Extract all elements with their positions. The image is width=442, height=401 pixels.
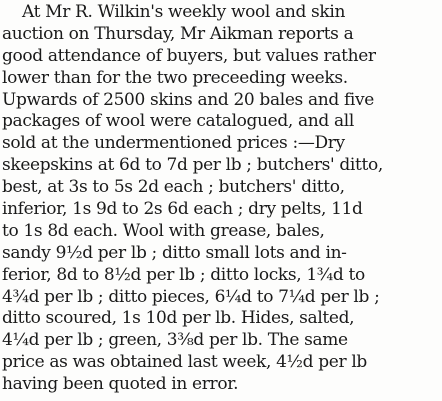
article-line: having been quoted in error.	[2, 374, 239, 395]
article-line: good attendance of buyers, but values rather	[2, 45, 376, 66]
article-line: ditto scoured, 1s 10d per lb. Hides, salted,	[2, 308, 355, 329]
article-line: Upwards of 2500 skins and 20 bales and five	[2, 89, 374, 110]
article-line: to 1s 8d each. Wool with grease, bales,	[2, 220, 325, 241]
article-line: lower than for the two preceeding weeks.	[2, 67, 348, 88]
article-line: At Mr R. Wilkin's weekly wool and skin	[22, 2, 346, 22]
article-line: ferior, 8d to 8½d per lb ; ditto locks, 1¾d to	[2, 264, 365, 285]
article-line: auction on Thursday, Mr Aikman reports a	[2, 23, 354, 44]
article-text	[2, 2, 442, 396]
article-line: packages of wool were catalogued, and all	[2, 111, 354, 132]
article-line: price as was obtained last week, 4½d per lb	[2, 352, 367, 373]
article-line: skeepskins at 6d to 7d per lb ; butchers' ditto,	[2, 155, 383, 176]
article-line: sold at the undermentioned prices :—Dry	[2, 133, 345, 154]
article-line: 4¼d per lb ; green, 3⅜d per lb. The same	[2, 330, 348, 351]
article-line: inferior, 1s 9d to 2s 6d each ; dry pelts, 11d	[2, 199, 363, 220]
article-line: best, at 3s to 5s 2d each ; butchers' ditto,	[2, 177, 345, 198]
article-line: sandy 9½d per lb ; ditto small lots and in-	[2, 242, 347, 263]
article-line: 4¾d per lb ; ditto pieces, 6¼d to 7¼d per lb ;	[2, 286, 380, 307]
